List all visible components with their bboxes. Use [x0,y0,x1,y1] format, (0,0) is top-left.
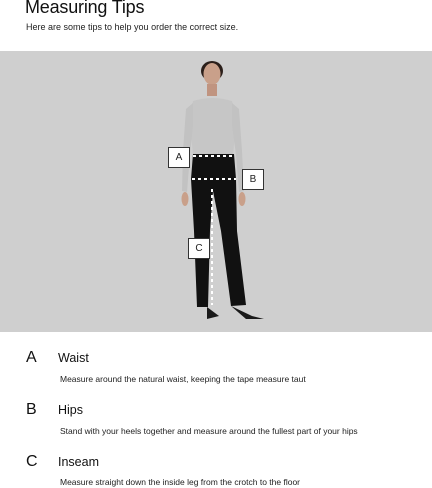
tip-letter: C [26,453,38,470]
tip-name: Waist [58,351,89,365]
marker-a-label: A [168,147,190,168]
marker-b-label: B [242,169,264,190]
page-subtitle: Here are some tips to help you order the correct size. [26,22,239,32]
tip-description: Measure around the natural waist, keeping the tape measure taut [60,374,306,384]
tip-name: Hips [58,403,84,417]
tip-description: Measure straight down the inside leg from the crotch to the floor [60,477,301,487]
tip-name: Inseam [58,455,99,469]
model-photo [0,51,432,332]
tip-description: Stand with your heels together and measure around the fullest part of your hips [60,426,358,436]
tip-letter: A [26,349,37,366]
marker-c-label: C [188,238,210,259]
page-title: Measuring Tips [25,0,145,17]
model-illustration [0,51,432,332]
tip-letter: B [26,401,37,418]
